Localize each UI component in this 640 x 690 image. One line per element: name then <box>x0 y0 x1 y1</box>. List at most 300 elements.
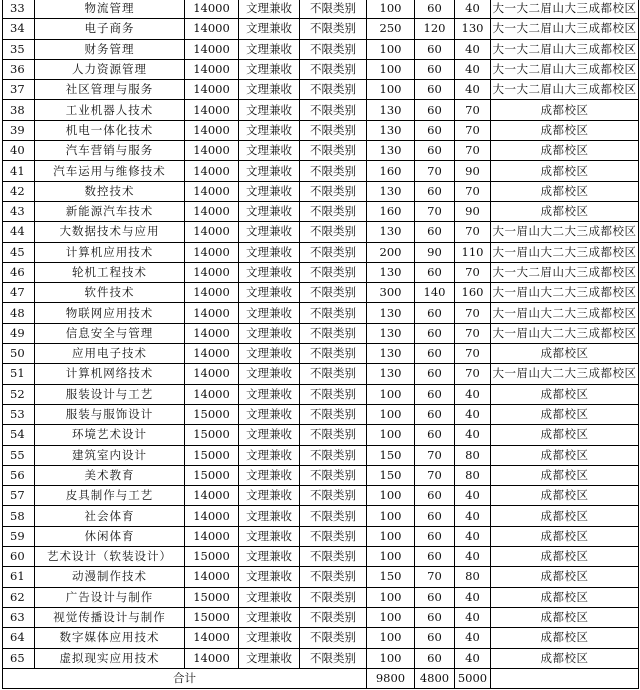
row-number: 50 <box>3 344 35 364</box>
plan-total: 150 <box>367 445 415 465</box>
totals-label: 合计 <box>3 668 367 688</box>
plan-total: 100 <box>367 404 415 424</box>
plan-count-b: 40 <box>455 384 491 404</box>
tuition-fee: 15000 <box>185 607 239 627</box>
subject-requirement: 文理兼收 <box>239 607 300 627</box>
subject-requirement: 文理兼收 <box>239 404 300 424</box>
major-name: 动漫制作技术 <box>35 567 185 587</box>
plan-total: 100 <box>367 526 415 546</box>
plan-count-a: 60 <box>415 425 455 445</box>
row-number: 60 <box>3 547 35 567</box>
row-number: 61 <box>3 567 35 587</box>
tuition-fee: 14000 <box>185 161 239 181</box>
row-number: 58 <box>3 506 35 526</box>
plan-total: 100 <box>367 80 415 100</box>
campus: 成都校区 <box>491 141 639 161</box>
subject-requirement: 文理兼收 <box>239 486 300 506</box>
plan-total: 200 <box>367 242 415 262</box>
table-row <box>3 222 639 242</box>
tuition-fee: 14000 <box>185 59 239 79</box>
table-row <box>3 201 639 221</box>
plan-count-b: 80 <box>455 567 491 587</box>
row-number: 36 <box>3 59 35 79</box>
enrollment-category: 不限类别 <box>300 0 367 19</box>
plan-count-a: 60 <box>415 587 455 607</box>
subject-requirement: 文理兼收 <box>239 222 300 242</box>
enrollment-category: 不限类别 <box>300 242 367 262</box>
enrollment-category: 不限类别 <box>300 161 367 181</box>
major-name: 广告设计与制作 <box>35 587 185 607</box>
tuition-fee: 14000 <box>185 526 239 546</box>
major-name: 计算机应用技术 <box>35 242 185 262</box>
plan-total: 130 <box>367 303 415 323</box>
tuition-fee: 14000 <box>185 283 239 303</box>
plan-count-b: 40 <box>455 80 491 100</box>
table-row <box>3 648 639 668</box>
plan-count-a: 70 <box>415 567 455 587</box>
table-row <box>3 323 639 343</box>
tuition-fee: 15000 <box>185 445 239 465</box>
plan-count-b: 70 <box>455 303 491 323</box>
row-number: 35 <box>3 39 35 59</box>
campus: 大一大二眉山大三成都校区 <box>491 59 639 79</box>
campus: 大一大二眉山大三成都校区 <box>491 80 639 100</box>
plan-count-a: 60 <box>415 120 455 140</box>
plan-count-b: 70 <box>455 323 491 343</box>
plan-count-a: 60 <box>415 59 455 79</box>
row-number: 55 <box>3 445 35 465</box>
tuition-fee: 14000 <box>185 242 239 262</box>
subject-requirement: 文理兼收 <box>239 0 300 19</box>
subject-requirement: 文理兼收 <box>239 587 300 607</box>
plan-count-b: 40 <box>455 506 491 526</box>
subject-requirement: 文理兼收 <box>239 648 300 668</box>
plan-count-b: 40 <box>455 607 491 627</box>
plan-total: 100 <box>367 39 415 59</box>
enrollment-category: 不限类别 <box>300 39 367 59</box>
subject-requirement: 文理兼收 <box>239 161 300 181</box>
plan-total: 100 <box>367 587 415 607</box>
row-number: 39 <box>3 120 35 140</box>
plan-count-a: 60 <box>415 100 455 120</box>
subject-requirement: 文理兼收 <box>239 465 300 485</box>
campus: 大一眉山大二大三成都校区 <box>491 323 639 343</box>
plan-total: 100 <box>367 486 415 506</box>
major-name: 社会体育 <box>35 506 185 526</box>
tuition-fee: 14000 <box>185 384 239 404</box>
subject-requirement: 文理兼收 <box>239 567 300 587</box>
row-number: 34 <box>3 19 35 39</box>
table-row <box>3 181 639 201</box>
subject-requirement: 文理兼收 <box>239 242 300 262</box>
table-row <box>3 283 639 303</box>
tuition-fee: 14000 <box>185 0 239 19</box>
campus: 大一大二眉山大三成都校区 <box>491 19 639 39</box>
subject-requirement: 文理兼收 <box>239 120 300 140</box>
plan-count-a: 60 <box>415 141 455 161</box>
plan-total: 100 <box>367 59 415 79</box>
tuition-fee: 14000 <box>185 100 239 120</box>
enrollment-category: 不限类别 <box>300 262 367 282</box>
tuition-fee: 14000 <box>185 141 239 161</box>
major-name: 服装设计与工艺 <box>35 384 185 404</box>
subject-requirement: 文理兼收 <box>239 283 300 303</box>
enrollment-category: 不限类别 <box>300 323 367 343</box>
row-number: 33 <box>3 0 35 19</box>
table-row <box>3 303 639 323</box>
major-name: 社区管理与服务 <box>35 80 185 100</box>
tuition-fee: 14000 <box>185 628 239 648</box>
tuition-fee: 14000 <box>185 344 239 364</box>
table-row <box>3 628 639 648</box>
subject-requirement: 文理兼收 <box>239 141 300 161</box>
enrollment-category: 不限类别 <box>300 486 367 506</box>
plan-count-b: 40 <box>455 486 491 506</box>
plan-total: 250 <box>367 19 415 39</box>
campus: 成都校区 <box>491 425 639 445</box>
plan-total: 130 <box>367 262 415 282</box>
totals-enrollment: 9800 <box>367 668 415 688</box>
plan-count-a: 60 <box>415 80 455 100</box>
row-number: 38 <box>3 100 35 120</box>
major-name: 皮具制作与工艺 <box>35 486 185 506</box>
plan-count-b: 40 <box>455 526 491 546</box>
table-row <box>3 567 639 587</box>
table-row <box>3 425 639 445</box>
major-name: 艺术设计（软装设计） <box>35 547 185 567</box>
tuition-fee: 14000 <box>185 222 239 242</box>
plan-total: 160 <box>367 161 415 181</box>
subject-requirement: 文理兼收 <box>239 547 300 567</box>
plan-count-b: 70 <box>455 181 491 201</box>
table-row <box>3 344 639 364</box>
enrollment-category: 不限类别 <box>300 141 367 161</box>
major-name: 软件技术 <box>35 283 185 303</box>
tuition-fee: 14000 <box>185 567 239 587</box>
tuition-fee: 14000 <box>185 262 239 282</box>
campus: 成都校区 <box>491 344 639 364</box>
plan-count-b: 40 <box>455 59 491 79</box>
plan-count-a: 60 <box>415 181 455 201</box>
plan-count-b: 40 <box>455 587 491 607</box>
plan-count-b: 70 <box>455 364 491 384</box>
plan-count-b: 40 <box>455 404 491 424</box>
campus: 大一眉山大二大三成都校区 <box>491 364 639 384</box>
table-row <box>3 364 639 384</box>
plan-count-b: 160 <box>455 283 491 303</box>
row-number: 57 <box>3 486 35 506</box>
enrollment-category: 不限类别 <box>300 445 367 465</box>
plan-total: 100 <box>367 506 415 526</box>
plan-total: 130 <box>367 120 415 140</box>
table-row <box>3 384 639 404</box>
campus: 成都校区 <box>491 648 639 668</box>
row-number: 42 <box>3 181 35 201</box>
table-row <box>3 445 639 465</box>
plan-total: 100 <box>367 628 415 648</box>
campus: 成都校区 <box>491 161 639 181</box>
subject-requirement: 文理兼收 <box>239 628 300 648</box>
plan-count-a: 60 <box>415 303 455 323</box>
plan-count-b: 130 <box>455 19 491 39</box>
plan-count-a: 60 <box>415 486 455 506</box>
table-row <box>3 547 639 567</box>
plan-count-a: 120 <box>415 19 455 39</box>
table-row <box>3 141 639 161</box>
row-number: 48 <box>3 303 35 323</box>
major-name: 服装与服饰设计 <box>35 404 185 424</box>
enrollment-plan-table <box>2 0 639 689</box>
plan-count-b: 70 <box>455 222 491 242</box>
plan-count-a: 70 <box>415 201 455 221</box>
plan-count-b: 70 <box>455 262 491 282</box>
table-row <box>3 19 639 39</box>
tuition-fee: 14000 <box>185 80 239 100</box>
row-number: 64 <box>3 628 35 648</box>
major-name: 数字媒体应用技术 <box>35 628 185 648</box>
major-name: 虚拟现实应用技术 <box>35 648 185 668</box>
table-row <box>3 526 639 546</box>
row-number: 54 <box>3 425 35 445</box>
enrollment-category: 不限类别 <box>300 120 367 140</box>
plan-count-a: 70 <box>415 445 455 465</box>
campus: 成都校区 <box>491 465 639 485</box>
subject-requirement: 文理兼收 <box>239 201 300 221</box>
campus: 成都校区 <box>491 120 639 140</box>
enrollment-category: 不限类别 <box>300 567 367 587</box>
major-name: 物联网应用技术 <box>35 303 185 323</box>
plan-total: 100 <box>367 425 415 445</box>
plan-count-b: 40 <box>455 628 491 648</box>
row-number: 43 <box>3 201 35 221</box>
campus: 大一大二眉山大三成都校区 <box>491 39 639 59</box>
plan-count-b: 40 <box>455 425 491 445</box>
table-row <box>3 100 639 120</box>
subject-requirement: 文理兼收 <box>239 526 300 546</box>
table-row <box>3 404 639 424</box>
campus: 成都校区 <box>491 445 639 465</box>
enrollment-category: 不限类别 <box>300 587 367 607</box>
enrollment-category: 不限类别 <box>300 283 367 303</box>
subject-requirement: 文理兼收 <box>239 181 300 201</box>
campus: 大一眉山大二大三成都校区 <box>491 283 639 303</box>
campus: 成都校区 <box>491 100 639 120</box>
subject-requirement: 文理兼收 <box>239 323 300 343</box>
plan-count-b: 90 <box>455 201 491 221</box>
row-number: 45 <box>3 242 35 262</box>
plan-count-b: 40 <box>455 0 491 19</box>
campus: 大一眉山大二大三成都校区 <box>491 242 639 262</box>
enrollment-category: 不限类别 <box>300 19 367 39</box>
enrollment-category: 不限类别 <box>300 80 367 100</box>
plan-count-a: 60 <box>415 364 455 384</box>
campus: 成都校区 <box>491 526 639 546</box>
table-row <box>3 161 639 181</box>
campus: 成都校区 <box>491 607 639 627</box>
campus: 成都校区 <box>491 506 639 526</box>
plan-count-a: 60 <box>415 323 455 343</box>
campus: 大一眉山大二大三成都校区 <box>491 222 639 242</box>
campus: 成都校区 <box>491 404 639 424</box>
row-number: 49 <box>3 323 35 343</box>
plan-total: 130 <box>367 141 415 161</box>
row-number: 51 <box>3 364 35 384</box>
major-name: 物流管理 <box>35 0 185 19</box>
tuition-fee: 15000 <box>185 547 239 567</box>
row-number: 59 <box>3 526 35 546</box>
plan-count-a: 60 <box>415 222 455 242</box>
major-name: 美术教育 <box>35 465 185 485</box>
campus: 成都校区 <box>491 201 639 221</box>
table-row <box>3 262 639 282</box>
major-name: 数控技术 <box>35 181 185 201</box>
campus: 成都校区 <box>491 567 639 587</box>
table-row <box>3 486 639 506</box>
plan-count-b: 70 <box>455 100 491 120</box>
tuition-fee: 15000 <box>185 587 239 607</box>
row-number: 37 <box>3 80 35 100</box>
tuition-fee: 14000 <box>185 323 239 343</box>
enrollment-category: 不限类别 <box>300 628 367 648</box>
enrollment-category: 不限类别 <box>300 201 367 221</box>
table-row <box>3 587 639 607</box>
plan-count-a: 90 <box>415 242 455 262</box>
plan-total: 160 <box>367 201 415 221</box>
enrollment-category: 不限类别 <box>300 344 367 364</box>
plan-count-a: 60 <box>415 262 455 282</box>
enrollment-category: 不限类别 <box>300 181 367 201</box>
table-row <box>3 59 639 79</box>
major-name: 视觉传播设计与制作 <box>35 607 185 627</box>
plan-total: 130 <box>367 181 415 201</box>
enrollment-category: 不限类别 <box>300 465 367 485</box>
major-name: 机电一体化技术 <box>35 120 185 140</box>
row-number: 53 <box>3 404 35 424</box>
enrollment-category: 不限类别 <box>300 607 367 627</box>
plan-count-a: 60 <box>415 39 455 59</box>
table-body <box>3 0 639 668</box>
subject-requirement: 文理兼收 <box>239 262 300 282</box>
campus: 大一大二眉山大三成都校区 <box>491 0 639 19</box>
subject-requirement: 文理兼收 <box>239 445 300 465</box>
totals-count-b: 5000 <box>455 668 491 688</box>
table-row <box>3 607 639 627</box>
major-name: 计算机网络技术 <box>35 364 185 384</box>
tuition-fee: 14000 <box>185 39 239 59</box>
enrollment-category: 不限类别 <box>300 425 367 445</box>
row-number: 63 <box>3 607 35 627</box>
totals-campus <box>491 668 639 688</box>
plan-count-a: 60 <box>415 344 455 364</box>
plan-count-a: 60 <box>415 628 455 648</box>
major-name: 应用电子技术 <box>35 344 185 364</box>
table-row <box>3 242 639 262</box>
tuition-fee: 15000 <box>185 465 239 485</box>
plan-count-b: 70 <box>455 141 491 161</box>
plan-total: 100 <box>367 607 415 627</box>
plan-count-a: 60 <box>415 648 455 668</box>
plan-count-b: 80 <box>455 445 491 465</box>
major-name: 休闲体育 <box>35 526 185 546</box>
plan-count-a: 60 <box>415 547 455 567</box>
row-number: 52 <box>3 384 35 404</box>
plan-count-a: 60 <box>415 607 455 627</box>
major-name: 信息安全与管理 <box>35 323 185 343</box>
campus: 成都校区 <box>491 181 639 201</box>
totals-row <box>3 668 639 688</box>
plan-count-a: 70 <box>415 465 455 485</box>
plan-count-b: 40 <box>455 547 491 567</box>
subject-requirement: 文理兼收 <box>239 384 300 404</box>
enrollment-category: 不限类别 <box>300 526 367 546</box>
table-row <box>3 506 639 526</box>
tuition-fee: 14000 <box>185 364 239 384</box>
tuition-fee: 14000 <box>185 181 239 201</box>
plan-count-a: 60 <box>415 404 455 424</box>
row-number: 56 <box>3 465 35 485</box>
row-number: 41 <box>3 161 35 181</box>
row-number: 47 <box>3 283 35 303</box>
campus: 成都校区 <box>491 587 639 607</box>
campus: 成都校区 <box>491 384 639 404</box>
major-name: 人力资源管理 <box>35 59 185 79</box>
tuition-fee: 14000 <box>185 303 239 323</box>
tuition-fee: 14000 <box>185 486 239 506</box>
plan-total: 100 <box>367 384 415 404</box>
major-name: 建筑室内设计 <box>35 445 185 465</box>
enrollment-category: 不限类别 <box>300 404 367 424</box>
plan-count-b: 40 <box>455 39 491 59</box>
tuition-fee: 14000 <box>185 648 239 668</box>
plan-count-a: 140 <box>415 283 455 303</box>
subject-requirement: 文理兼收 <box>239 19 300 39</box>
plan-count-b: 90 <box>455 161 491 181</box>
enrollment-category: 不限类别 <box>300 222 367 242</box>
plan-count-b: 40 <box>455 648 491 668</box>
plan-total: 100 <box>367 648 415 668</box>
major-name: 财务管理 <box>35 39 185 59</box>
plan-count-b: 110 <box>455 242 491 262</box>
plan-total: 150 <box>367 567 415 587</box>
subject-requirement: 文理兼收 <box>239 303 300 323</box>
enrollment-category: 不限类别 <box>300 384 367 404</box>
subject-requirement: 文理兼收 <box>239 39 300 59</box>
table-row <box>3 120 639 140</box>
plan-total: 130 <box>367 100 415 120</box>
plan-total: 300 <box>367 283 415 303</box>
plan-total: 150 <box>367 465 415 485</box>
campus: 大一眉山大二大三成都校区 <box>491 303 639 323</box>
subject-requirement: 文理兼收 <box>239 344 300 364</box>
table-row <box>3 39 639 59</box>
row-number: 46 <box>3 262 35 282</box>
plan-total: 130 <box>367 364 415 384</box>
table-row <box>3 465 639 485</box>
enrollment-category: 不限类别 <box>300 303 367 323</box>
plan-count-a: 60 <box>415 384 455 404</box>
row-number: 44 <box>3 222 35 242</box>
major-name: 汽车营销与服务 <box>35 141 185 161</box>
tuition-fee: 14000 <box>185 120 239 140</box>
major-name: 汽车运用与维修技术 <box>35 161 185 181</box>
campus: 大一大二眉山大三成都校区 <box>491 262 639 282</box>
campus: 成都校区 <box>491 628 639 648</box>
tuition-fee: 14000 <box>185 201 239 221</box>
plan-count-b: 70 <box>455 344 491 364</box>
subject-requirement: 文理兼收 <box>239 80 300 100</box>
subject-requirement: 文理兼收 <box>239 506 300 526</box>
major-name: 大数据技术与应用 <box>35 222 185 242</box>
